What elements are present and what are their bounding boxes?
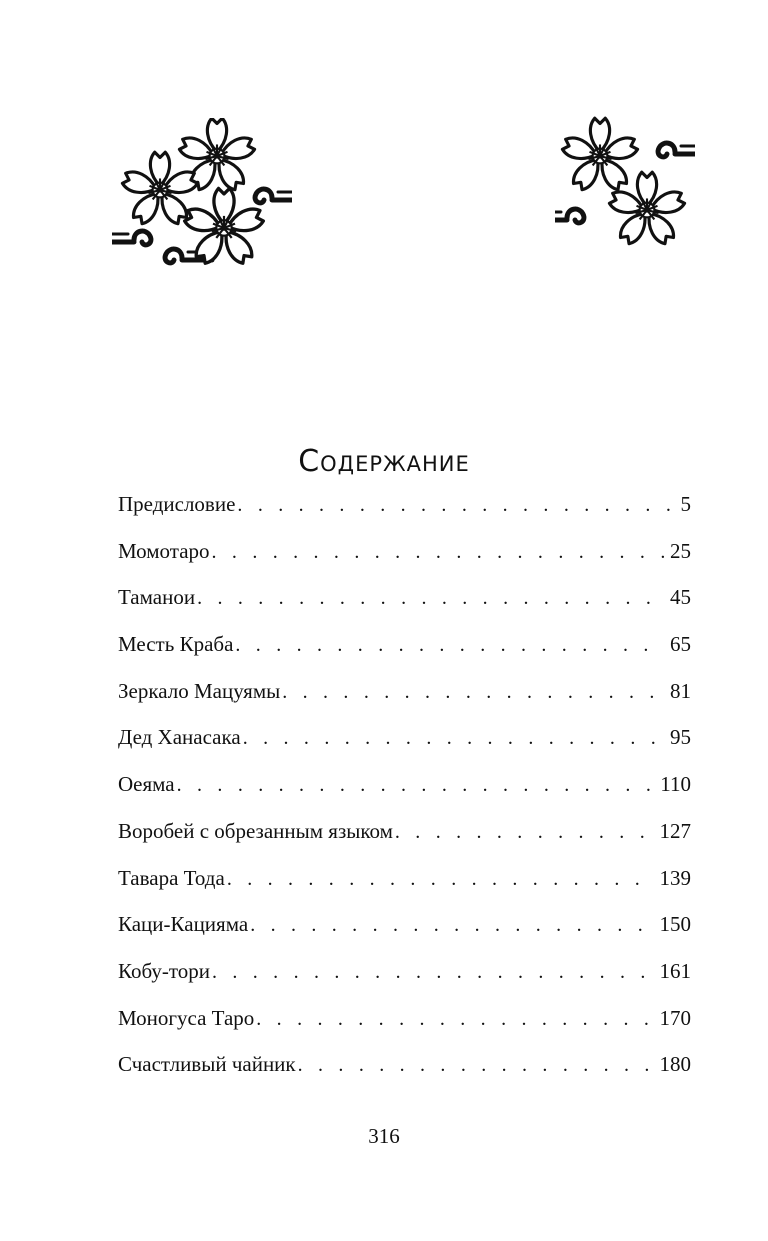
- toc-entry-title: Каци-Кацияма: [118, 912, 249, 937]
- toc-dot-leader: [212, 958, 654, 986]
- toc-entry: [118, 723, 691, 770]
- toc-entry-title: Таманои: [118, 585, 196, 610]
- page-number: 316: [368, 1124, 400, 1148]
- toc-entry-page: 45: [670, 585, 691, 610]
- toc-entry: [118, 583, 691, 630]
- toc-entry: [118, 910, 691, 957]
- toc-dot-leader: [197, 584, 664, 612]
- toc-entry-title: Зеркало Мацуямы: [118, 678, 281, 703]
- toc-entry-title: Счастливый чайник: [118, 1052, 296, 1077]
- toc-dot-leader: [177, 771, 655, 799]
- toc-entry-page: 170: [659, 1005, 691, 1030]
- toc-entry: [118, 1050, 691, 1097]
- toc-entry-page: 65: [670, 632, 691, 657]
- contents-heading: Содержание: [298, 444, 470, 480]
- toc-entry-page: 150: [659, 912, 691, 937]
- toc-entry-page: 161: [659, 958, 691, 983]
- toc-entry-page: 25: [670, 538, 691, 563]
- toc-entry-title: Дед Ханасака: [118, 725, 241, 750]
- toc-dot-leader: [282, 678, 664, 706]
- toc-entry-page: 110: [660, 772, 691, 797]
- toc-entry-title: Предисловие: [118, 492, 236, 516]
- toc-entry-page: 81: [670, 678, 691, 703]
- toc-entry-title: Воробей с обрезанным языком: [118, 818, 393, 843]
- toc-entry: [118, 817, 691, 864]
- toc-entry-title: Оеяма: [118, 772, 175, 797]
- toc-dot-leader: [235, 631, 664, 659]
- toc-dot-leader: [256, 1005, 653, 1033]
- toc-entry: [118, 1004, 691, 1051]
- sakura-ornament-left-icon: [112, 118, 292, 283]
- toc-entry-page: 95: [670, 725, 691, 750]
- toc-entry-title: Моногуса Таро: [118, 1005, 255, 1030]
- toc-dot-leader: [250, 911, 653, 939]
- toc-dot-leader: [395, 818, 654, 846]
- toc-entry-page: 180: [659, 1052, 691, 1077]
- toc-entry: [118, 677, 691, 724]
- toc-entry-page: 139: [659, 865, 691, 890]
- toc-entry: [118, 537, 691, 584]
- toc-entry: [118, 770, 691, 817]
- toc-entry-page: 5: [680, 492, 691, 516]
- toc-dot-leader: [237, 491, 674, 519]
- toc-dot-leader: [227, 865, 654, 893]
- table-of-contents: [118, 490, 691, 1097]
- toc-dot-leader: [212, 538, 664, 566]
- toc-entry: [118, 630, 691, 677]
- toc-entry-title: Тавара Тода: [118, 865, 225, 890]
- toc-dot-leader: [298, 1051, 654, 1079]
- toc-entry: [118, 957, 691, 1004]
- toc-entry: [118, 864, 691, 911]
- toc-entry-page: 127: [659, 818, 691, 843]
- sakura-ornament-right-icon: [555, 112, 695, 260]
- toc-dot-leader: [243, 724, 664, 752]
- toc-entry: [118, 490, 691, 537]
- toc-entry-title: Месть Краба: [118, 632, 234, 657]
- toc-entry-title: Кобу-тори: [118, 958, 210, 983]
- toc-entry-title: Момотаро: [118, 538, 210, 563]
